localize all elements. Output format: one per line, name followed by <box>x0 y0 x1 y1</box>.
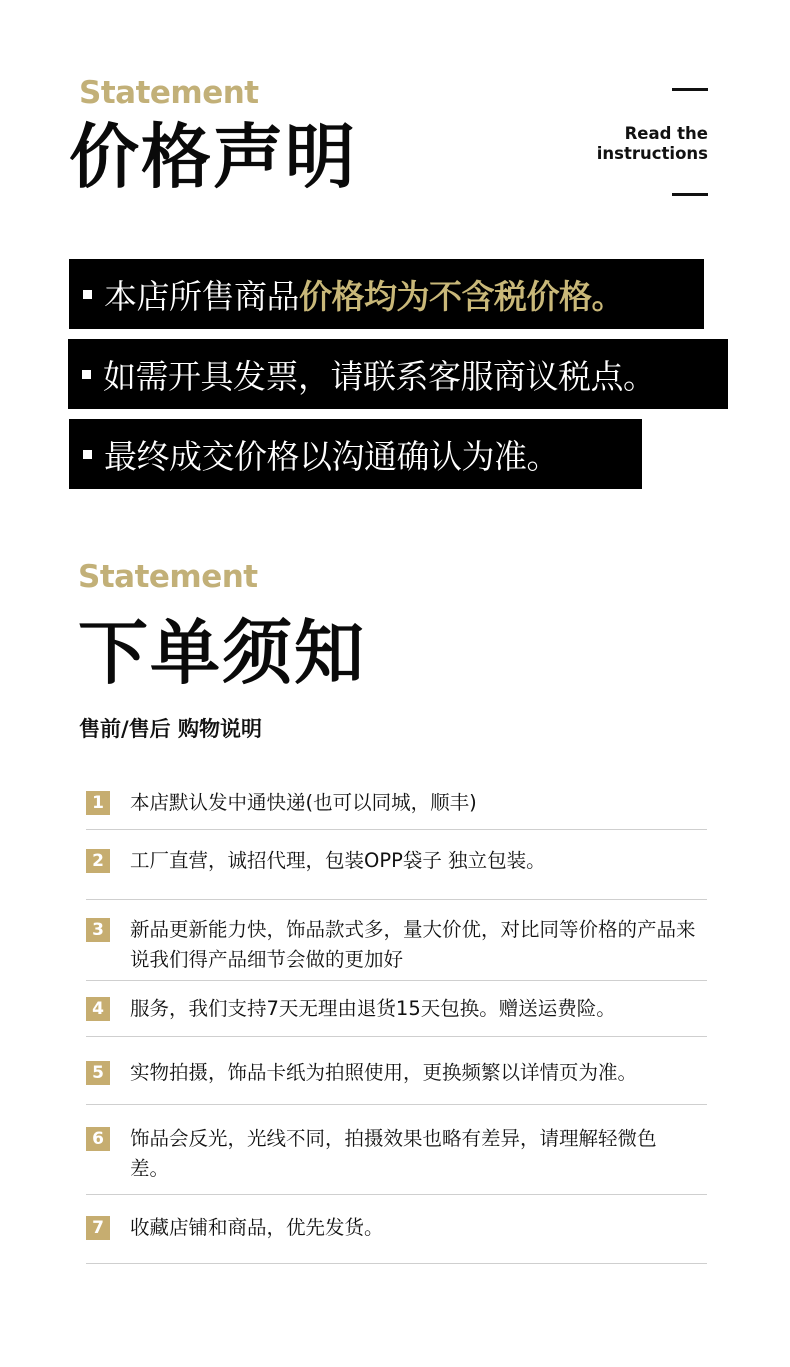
bottom-rule <box>672 193 708 196</box>
read-label-line1: Read the <box>624 124 708 143</box>
list-item-text: 实物拍摄，饰品卡纸为拍照使用，更换频繁以详情页为准。 <box>130 1061 638 1084</box>
notice-text: 如需开具发票，请联系客服商议税点。 <box>103 356 656 396</box>
list-item-text: 工厂直营，诚招代理，包装OPP袋子 独立包装。 <box>130 849 546 872</box>
item-divider <box>86 899 707 900</box>
price-statement-title: 价格声明 <box>69 116 357 198</box>
item-divider <box>86 829 707 830</box>
notice-bar-3 <box>69 419 642 489</box>
order-notice-subtitle: 售前/售后 购物说明 <box>79 717 262 741</box>
item-number-badge: 1 <box>86 791 110 815</box>
read-instructions-label <box>597 124 708 164</box>
price-statement-eyebrow: Statement <box>79 75 259 111</box>
notice-bar-1 <box>69 259 704 329</box>
bullet-square <box>83 290 92 299</box>
item-divider <box>86 1194 707 1195</box>
bullet-square <box>82 370 91 379</box>
list-item-text: 本店默认发中通快递(也可以同城，顺丰) <box>130 791 477 814</box>
top-rule <box>672 88 708 91</box>
order-notice-title: 下单须知 <box>78 612 366 694</box>
order-notice-eyebrow: Statement <box>78 559 258 595</box>
item-divider <box>86 1036 707 1037</box>
notice-text-highlight: 价格均为不含税价格。 <box>299 276 624 316</box>
list-item-text: 饰品会反光，光线不同，拍摄效果也略有差异，请理解轻微色差。 <box>130 1127 657 1180</box>
item-number-badge: 3 <box>86 918 110 942</box>
item-divider <box>86 980 707 981</box>
item-divider <box>86 1104 707 1105</box>
bullet-square <box>83 450 92 459</box>
item-number-badge: 5 <box>86 1061 110 1085</box>
notice-text: 最终成交价格以沟通确认为准。 <box>104 436 559 476</box>
notice-text-plain: 本店所售商品 <box>104 276 299 316</box>
item-divider <box>86 1263 707 1264</box>
read-label-line2: instructions <box>596 144 708 163</box>
item-number-badge: 4 <box>86 997 110 1021</box>
list-item-text: 新品更新能力快，饰品款式多，量大价优，对比同等价格的产品来说我们得产品细节会做的更加好 <box>130 918 696 971</box>
list-item-text: 服务，我们支持7天无理由退货15天包换。赠送运费险。 <box>130 997 616 1020</box>
item-number-badge: 2 <box>86 849 110 873</box>
notice-bar-2 <box>68 339 728 409</box>
item-number-badge: 7 <box>86 1216 110 1240</box>
notice-text <box>104 271 624 318</box>
list-item-text: 收藏店铺和商品，优先发货。 <box>130 1216 384 1239</box>
item-number-badge: 6 <box>86 1127 110 1151</box>
